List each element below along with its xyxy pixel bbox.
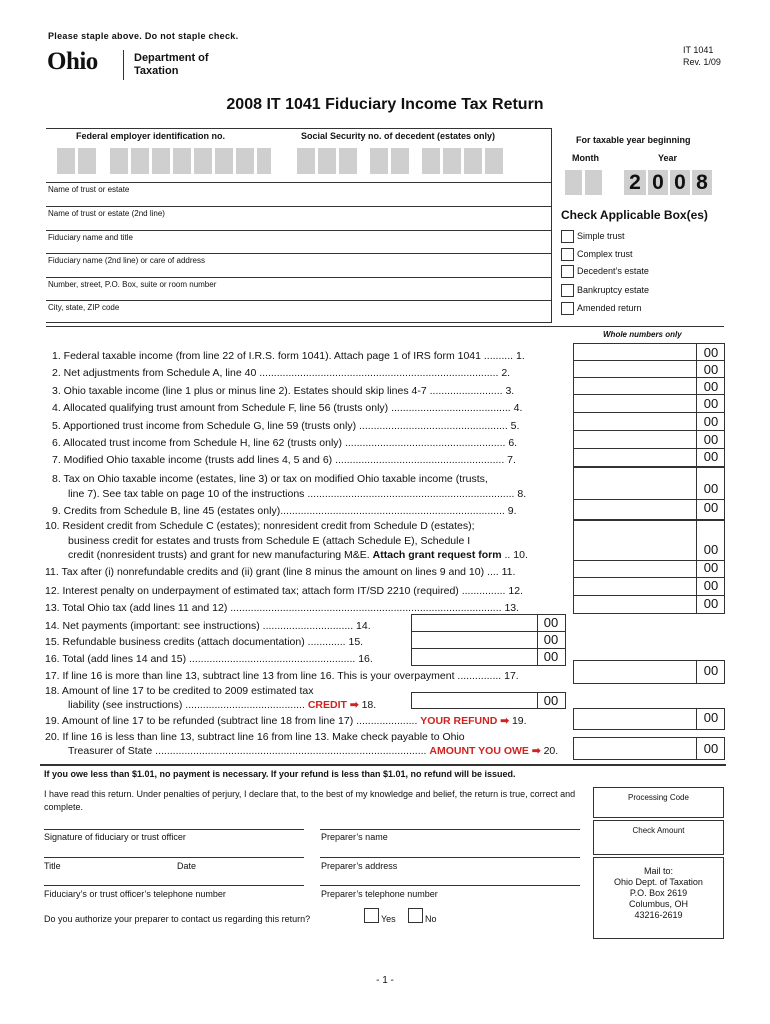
cents-label: 00 [703,362,719,377]
fein-label: Federal employer identification no. [76,131,226,141]
phone-label: Fiduciary’s or trust officer’s telephone number [44,889,226,899]
processing-code-label: Processing Code [628,793,689,802]
line-16: 16. Total (add lines 14 and 15) ......................................................... 16. [45,653,373,665]
amount-you-owe-label: AMOUNT YOU OWE [429,745,529,757]
line-10c-text: credit (nonresident trusts) and grant for new manufacturing M&E. [68,549,370,561]
cents-label: 00 [703,741,719,756]
year-digit: 0 [652,171,664,194]
month-label: Month [572,153,599,163]
date-label: Date [177,861,197,871]
name-field-label: Fiduciary name and title [48,233,133,242]
line-1: 1. Federal taxable income (from line 22 of I.R.S. form 1041). Attach page 1 of IRS form 1041 .......... 1. [52,350,525,362]
line-15: 15. Refundable business credits (attach documentation) ............. 15. [45,636,364,648]
arrow-right-icon: ➡ [500,715,510,727]
line-17: 17. If line 16 is more than line 13, subtract line 13 from line 16. This is your overpayment ............... 17. [45,670,519,682]
phone-line[interactable] [44,885,304,886]
check-boxes-title: Check Applicable Box(es) [561,208,708,222]
line-12: 12. Interest penalty on underpayment of estimated tax; attach form IT/SD 2210 (required) ............... 12. [45,585,523,597]
cents-label: 00 [703,663,719,678]
authorize-question: Do you authorize your preparer to contact us regarding this return? [44,914,311,924]
preparer-name-label: Preparer’s name [321,832,388,842]
check-amount-box [593,820,724,855]
line-10c [68,549,528,561]
page-title: 2008 IT 1041 Fiduciary Income Tax Return [226,96,544,113]
line-9: 9. Credits from Schedule B, line 45 (estates only)............................................................................. 9. [52,505,517,517]
line-10c-bold: Attach grant request form [372,549,502,561]
section-divider [46,326,724,327]
line-8b: line 7). See tax table on page 10 of the instructions ....................................................................... 8. [68,488,527,500]
preparer-phone-label: Preparer’s telephone number [321,889,438,899]
arrow-right-icon: ➡ [531,745,541,757]
line-18b-text: liability (see instructions) ......................................... [68,699,305,711]
authorize-no-checkbox[interactable] [408,908,423,923]
declaration-text: I have read this return. Under penalties of perjury, I declare that, to the best of my knowledge and belief, the return is true, correct and complete. [44,789,576,812]
line-18-num: 18. [361,699,377,711]
checkbox-label: Decedent’s estate [577,266,649,276]
cents-label: 00 [703,578,719,593]
cents-label: 00 [703,500,719,515]
cents-label: 00 [543,615,559,630]
complex-trust-checkbox[interactable] [561,248,574,261]
mail-to-label: Mail to: [643,866,673,876]
cents-label: 00 [703,596,719,611]
preparer-address-line[interactable] [320,857,580,858]
name-field-label: City, state, ZIP code [48,303,120,312]
line-10a: 10. Resident credit from Schedule C (estates); nonresident credit from Schedule D (estates); [45,520,475,532]
page-number: - 1 - [376,975,394,986]
check-amount-label: Check Amount [632,826,685,835]
line-20b [68,745,558,757]
line-7: 7. Modified Ohio taxable income (trusts add lines 4, 5 and 6) .......................................................... 7. [52,454,516,466]
signature-line[interactable] [44,829,304,830]
your-refund-label: YOUR REFUND [420,715,498,727]
line-6: 6. Allocated trust income from Schedule H, line 62 (trusts only) ....................................................... 6. [52,437,518,449]
line-20-num: 20. [543,745,559,757]
bankruptcy-estate-checkbox[interactable] [561,284,574,297]
mail-address-line: Ohio Dept. of Taxation [614,877,703,887]
cents-label: 00 [703,345,719,360]
cents-label: 00 [543,693,559,708]
name-field-label: Name of trust or estate [48,185,130,194]
simple-trust-checkbox[interactable] [561,230,574,243]
arrow-right-icon: ➡ [349,699,359,711]
title-label: Title [44,861,61,871]
line-18b [68,699,376,711]
whole-numbers-note: Whole numbers only [603,330,682,339]
preparer-address-label: Preparer’s address [321,861,398,871]
line-10b: business credit for estates and trusts from Schedule E (attach Schedule E), Schedule I [68,535,471,547]
payment-notice: If you owe less than $1.01, no payment is necessary. If your refund is less than $1.01, no refund will be issued. [44,769,516,779]
signature-label: Signature of fiduciary or trust officer [44,832,186,842]
ssn-label: Social Security no. of decedent (estates only) [301,131,496,141]
line-19 [45,715,527,727]
line-19-num: 19. [511,715,527,727]
decedents-estate-checkbox[interactable] [561,265,574,278]
line-10c-num: .. 10. [504,549,528,561]
year-digit: 0 [674,171,686,194]
form-id: IT 1041 [683,45,714,55]
cents-label: 00 [703,396,719,411]
dept-line2: Taxation [134,65,179,77]
line-3: 3. Ohio taxable income (line 1 plus or minus line 2). Estates should skip lines 4-7 ......................... 3. [52,385,515,397]
line-18a: 18. Amount of line 17 to be credited to 2009 estimated tax [45,685,314,697]
ohio-logo: Ohio [47,48,98,75]
line-4: 4. Allocated qualifying trust amount from Schedule F, line 56 (trusts only) ......................................... 4. [52,402,523,414]
staple-note: Please staple above. Do not staple check. [48,31,239,41]
year-digit: 2 [629,171,641,194]
checkbox-label: Complex trust [577,249,633,259]
checkbox-label: Amended return [577,303,642,313]
preparer-name-line[interactable] [320,829,580,830]
year-digit: 8 [696,171,708,194]
cents-label: 00 [703,449,719,464]
cents-label: 00 [703,481,719,496]
line-5: 5. Apportioned trust income from Schedule G, line 59 (trusts only) ................................................... 5. [52,420,520,432]
line-2: 2. Net adjustments from Schedule A, line 40 .................................................................................. 2. [52,367,511,379]
line-19-text: 19. Amount of line 17 to be refunded (subtract line 18 from line 17) ..................... [45,715,418,727]
yes-label: Yes [381,914,396,924]
dept-line1: Department of [134,52,209,64]
cents-label: 00 [543,649,559,664]
mail-to-box [593,857,724,939]
footer-rule [40,764,726,766]
mail-address-line: Columbus, OH [628,899,689,909]
amended-return-checkbox[interactable] [561,302,574,315]
line-20b-text: Treasurer of State ............................................................................................. [68,745,427,757]
cents-label: 00 [543,632,559,647]
cents-label: 00 [703,432,719,447]
line-20a: 20. If line 16 is less than line 13, subtract line 16 from line 13. Make check payable to Ohio [45,731,465,743]
form-rev: Rev. 1/09 [683,57,721,67]
mail-address-line: 43216-2619 [634,910,683,920]
authorize-yes-checkbox[interactable] [364,908,379,923]
checkbox-label: Simple trust [577,231,625,241]
line-11: 11. Tax after (i) nonrefundable credits and (ii) grant (line 8 minus the amount on lines 9 and 10) .... 11. [45,566,516,578]
taxable-year-label: For taxable year beginning [576,135,691,145]
cents-label: 00 [703,379,719,394]
name-field-label: Number, street, P.O. Box, suite or room number [48,280,217,289]
name-block-rule [551,128,552,322]
cents-label: 00 [703,710,719,725]
line-14: 14. Net payments (important: see instructions) ............................... 14. [45,620,371,632]
credit-label: CREDIT [307,699,347,711]
name-field-label: Fiduciary name (2nd line) or care of address [48,256,205,265]
checkbox-label: Bankruptcy estate [577,285,650,295]
mail-address-line: P.O. Box 2619 [629,888,688,898]
preparer-phone-line[interactable] [320,885,580,886]
name-field-label: Name of trust or estate (2nd line) [48,209,165,218]
logo-divider [123,50,124,80]
processing-code-box [593,787,724,818]
line-13: 13. Total Ohio tax (add lines 11 and 12) ............................................................................................. 13. [45,602,520,614]
id-top-rule [46,128,552,129]
no-label: No [425,914,437,924]
title-date-line[interactable] [44,857,304,858]
cents-label: 00 [703,560,719,575]
cents-label: 00 [703,414,719,429]
year-label: Year [658,153,678,163]
cents-label: 00 [703,542,719,557]
line-8a: 8. Tax on Ohio taxable income (estates, line 3) or tax on modified Ohio taxable income (trusts, [52,473,488,485]
